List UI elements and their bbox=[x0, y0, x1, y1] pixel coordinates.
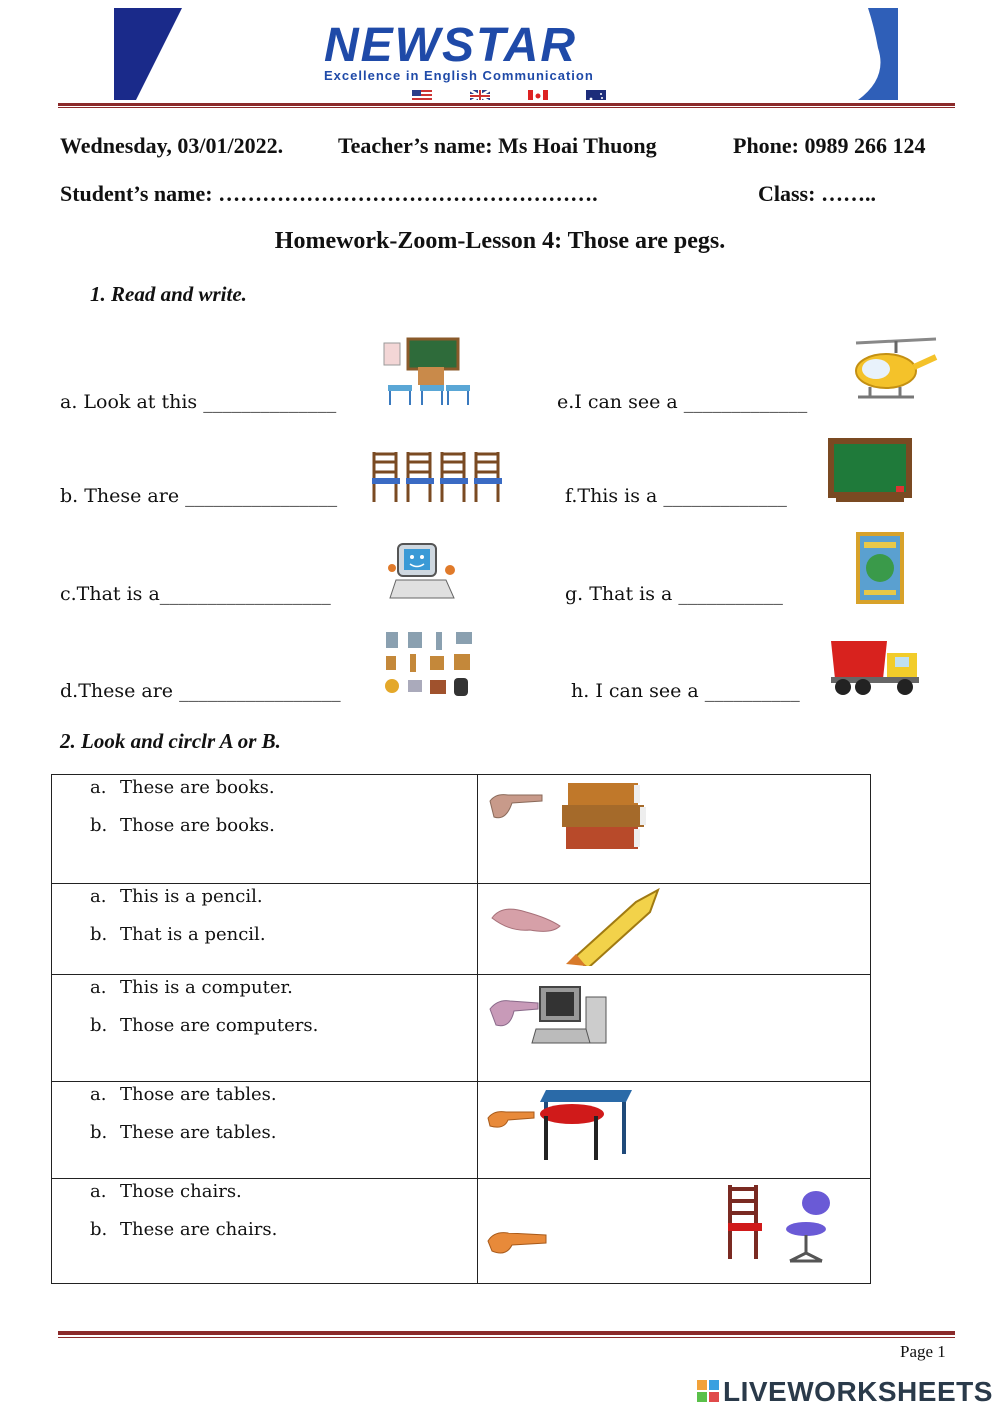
chairs-pair-icon bbox=[726, 1181, 844, 1267]
options-cell bbox=[52, 884, 478, 974]
header-rule bbox=[58, 103, 955, 106]
pencil-icon bbox=[486, 888, 661, 966]
option-b[interactable]: b. Those are books. bbox=[90, 815, 275, 836]
item-d-line[interactable]: d.These are _________________ bbox=[60, 680, 341, 702]
options-cell bbox=[52, 1082, 478, 1178]
item-f-line[interactable]: f.This is a _____________ bbox=[565, 485, 787, 507]
options-cell bbox=[52, 975, 478, 1081]
board-icon bbox=[826, 436, 914, 504]
answer-table bbox=[51, 774, 871, 1284]
item-b-line[interactable]: b. These are ________________ bbox=[60, 485, 338, 507]
date-text: Wednesday, 03/01/2022. bbox=[60, 133, 284, 158]
poster-icon bbox=[856, 532, 904, 604]
flag-row bbox=[412, 90, 606, 100]
item-h-line[interactable]: h. I can see a __________ bbox=[571, 680, 800, 702]
uk-flag-icon bbox=[470, 90, 490, 100]
pegs-icon bbox=[384, 630, 474, 700]
footer-rule bbox=[58, 1331, 955, 1335]
banner-left-shape bbox=[114, 8, 184, 100]
table-row bbox=[52, 1178, 870, 1283]
helicopter-icon bbox=[848, 335, 940, 405]
option-a[interactable]: a. This is a computer. bbox=[90, 977, 293, 998]
teacher-text: Teacher’s name: Ms Hoai Thuong bbox=[338, 133, 657, 158]
option-a[interactable]: a. Those are tables. bbox=[90, 1084, 277, 1105]
pointing-hand-icon bbox=[486, 1225, 552, 1257]
option-a[interactable]: a. Those chairs. bbox=[90, 1181, 242, 1202]
class-field[interactable]: Class: …….. bbox=[758, 181, 876, 206]
options-cell bbox=[52, 1179, 478, 1283]
liveworksheets-brand[interactable]: LIVEWORKSHEETS bbox=[723, 1376, 993, 1407]
item-a-line[interactable]: a. Look at this ______________ bbox=[60, 391, 337, 413]
chairs-icon bbox=[370, 448, 505, 506]
footer-rule-thin bbox=[58, 1337, 955, 1338]
classroom-icon bbox=[380, 337, 475, 409]
option-b[interactable]: b. These are tables. bbox=[90, 1122, 277, 1143]
student-name-field[interactable]: Student’s name: ……………………………………………. bbox=[60, 181, 598, 206]
us-flag-icon bbox=[412, 90, 432, 100]
books-icon bbox=[486, 777, 666, 853]
item-c-line[interactable]: c.That is a__________________ bbox=[60, 583, 331, 605]
header-rule-thin bbox=[58, 107, 955, 108]
computer-desktop-icon bbox=[486, 983, 616, 1049]
option-a[interactable]: a. These are books. bbox=[90, 777, 275, 798]
computer-icon bbox=[388, 540, 463, 604]
australia-flag-icon bbox=[586, 90, 606, 100]
logo-tagline: Excellence in English Communication bbox=[324, 68, 594, 83]
option-a[interactable]: a. This is a pencil. bbox=[90, 886, 263, 907]
table-row bbox=[52, 1081, 870, 1178]
liveworksheets-logo-icon bbox=[697, 1380, 719, 1404]
option-b[interactable]: b. That is a pencil. bbox=[90, 924, 266, 945]
option-b[interactable]: b. Those are computers. bbox=[90, 1015, 319, 1036]
item-g-line[interactable]: g. That is a ___________ bbox=[565, 583, 783, 605]
truck-icon bbox=[829, 631, 923, 699]
table-row bbox=[52, 883, 870, 974]
option-b[interactable]: b. These are chairs. bbox=[90, 1219, 278, 1240]
section2-heading: 2. Look and circlr A or B. bbox=[60, 729, 281, 753]
options-cell bbox=[52, 775, 478, 883]
logo-text: NEWSTAR bbox=[324, 19, 578, 72]
item-e-line[interactable]: e.I can see a _____________ bbox=[557, 391, 808, 413]
tables-icon bbox=[486, 1084, 636, 1164]
section1-heading: 1. Read and write. bbox=[90, 282, 247, 306]
phone-text: Phone: 0989 266 124 bbox=[733, 133, 926, 158]
page-title: Homework-Zoom-Lesson 4: Those are pegs. bbox=[274, 228, 726, 254]
header-banner bbox=[114, 8, 898, 100]
page-number: Page 1 bbox=[900, 1342, 946, 1361]
banner-right-shape bbox=[838, 8, 898, 100]
canada-flag-icon bbox=[528, 90, 548, 100]
table-row bbox=[52, 775, 870, 883]
table-row bbox=[52, 974, 870, 1081]
